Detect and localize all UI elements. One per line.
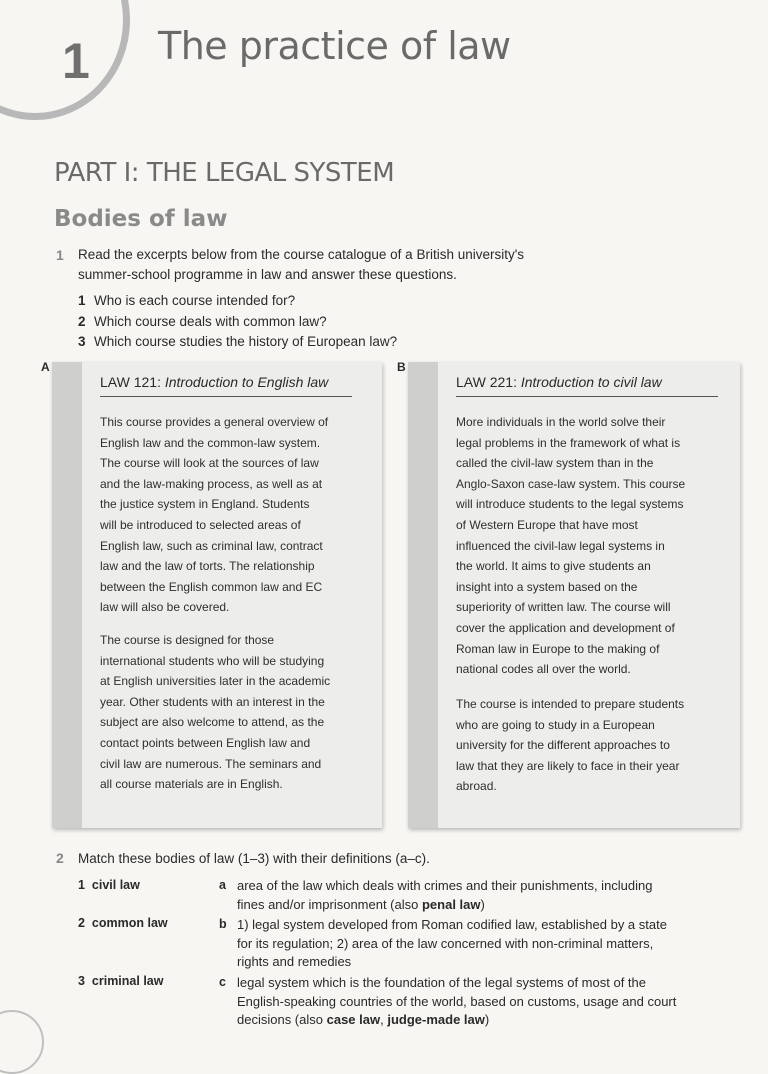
- term-2: 2 common law: [78, 916, 168, 930]
- exercise2-instruction: Match these bodies of law (1–3) with their definitions (a–c).: [78, 851, 430, 866]
- box-a-label: A: [41, 360, 50, 374]
- box-b-para2: The course is intended to prepare students who are going to study in a European university for the different approaches to law that they are likely to face in their year abroad.: [456, 697, 685, 794]
- term-1: 1 civil law: [78, 878, 140, 892]
- term-3: 3 criminal law: [78, 974, 164, 988]
- definition-c: legal system which is the foundation of the legal systems of most of the English-speaking countries of the world, based on customs, usage and court decisions (also case law, judge-made law): [237, 975, 677, 1027]
- unit-number: 1: [62, 33, 90, 89]
- exercise1-number: 1: [56, 247, 64, 263]
- question-1: 1 Who is each course intended for?: [78, 293, 296, 308]
- box-b-title: LAW 221: Introduction to civil law: [456, 374, 718, 397]
- exercise1-instruction-line1: Read the excerpts below from the course catalogue of a British university's: [78, 247, 525, 262]
- box-a-strip: [52, 362, 82, 828]
- unit-title: The practice of law: [158, 24, 511, 68]
- question-2: 2 Which course deals with common law?: [78, 314, 327, 329]
- box-b-label: B: [397, 360, 406, 374]
- page-corner-decoration: [0, 1010, 44, 1074]
- exercise1-instruction-line2: summer-school programme in law and answer these questions.: [78, 267, 457, 282]
- box-a-para2: The course is designed for those international students who will be studying at English universities later in the academic year. Other students with an interest in the subject are also welcome to attend, as the contact points between English law and civil law are numerous. The seminars and all course materials are in English.: [100, 633, 331, 792]
- definition-a: area of the law which deals with crimes and their punishments, including fines and/or imprisonment (also penal law): [237, 878, 653, 912]
- definition-c-letter: c: [219, 975, 226, 989]
- box-b: [408, 362, 740, 828]
- box-a: [52, 362, 382, 828]
- box-b-strip: [408, 362, 438, 828]
- box-b-para1: More individuals in the world solve their legal problems in the framework of what is called the civil-law system than in the Anglo-Saxon case-law system. This course will introduce students to the legal systems of Western Europe that have most influenced the civil-law legal systems in the world. It aims to give students an insight into a system based on the superiority of written law. The course will cover the application and development of Roman law in Europe to the making of national codes all over the world.: [456, 415, 686, 677]
- definition-b-letter: b: [219, 917, 227, 931]
- definition-b: 1) legal system developed from Roman codified law, established by a state for its regulation; 2) area of the law concerned with non-criminal matters, rights and remedies: [237, 917, 667, 969]
- exercise2-number: 2: [56, 850, 64, 866]
- box-a-para1: This course provides a general overview of English law and the common-law system. The course will look at the sources of law and the law-making process, as well as at the justice system in England. Students will be introduced to selected areas of English law, such as criminal law, contract law and the law of torts. The relationship between the English common law and EC law will also be covered.: [100, 415, 329, 615]
- box-a-title: LAW 121: Introduction to English law: [100, 374, 352, 397]
- part-title: PART I: THE LEGAL SYSTEM: [54, 158, 395, 188]
- section-title: Bodies of law: [54, 206, 228, 232]
- definition-a-letter: a: [219, 878, 226, 892]
- question-3: 3 Which course studies the history of European law?: [78, 334, 398, 349]
